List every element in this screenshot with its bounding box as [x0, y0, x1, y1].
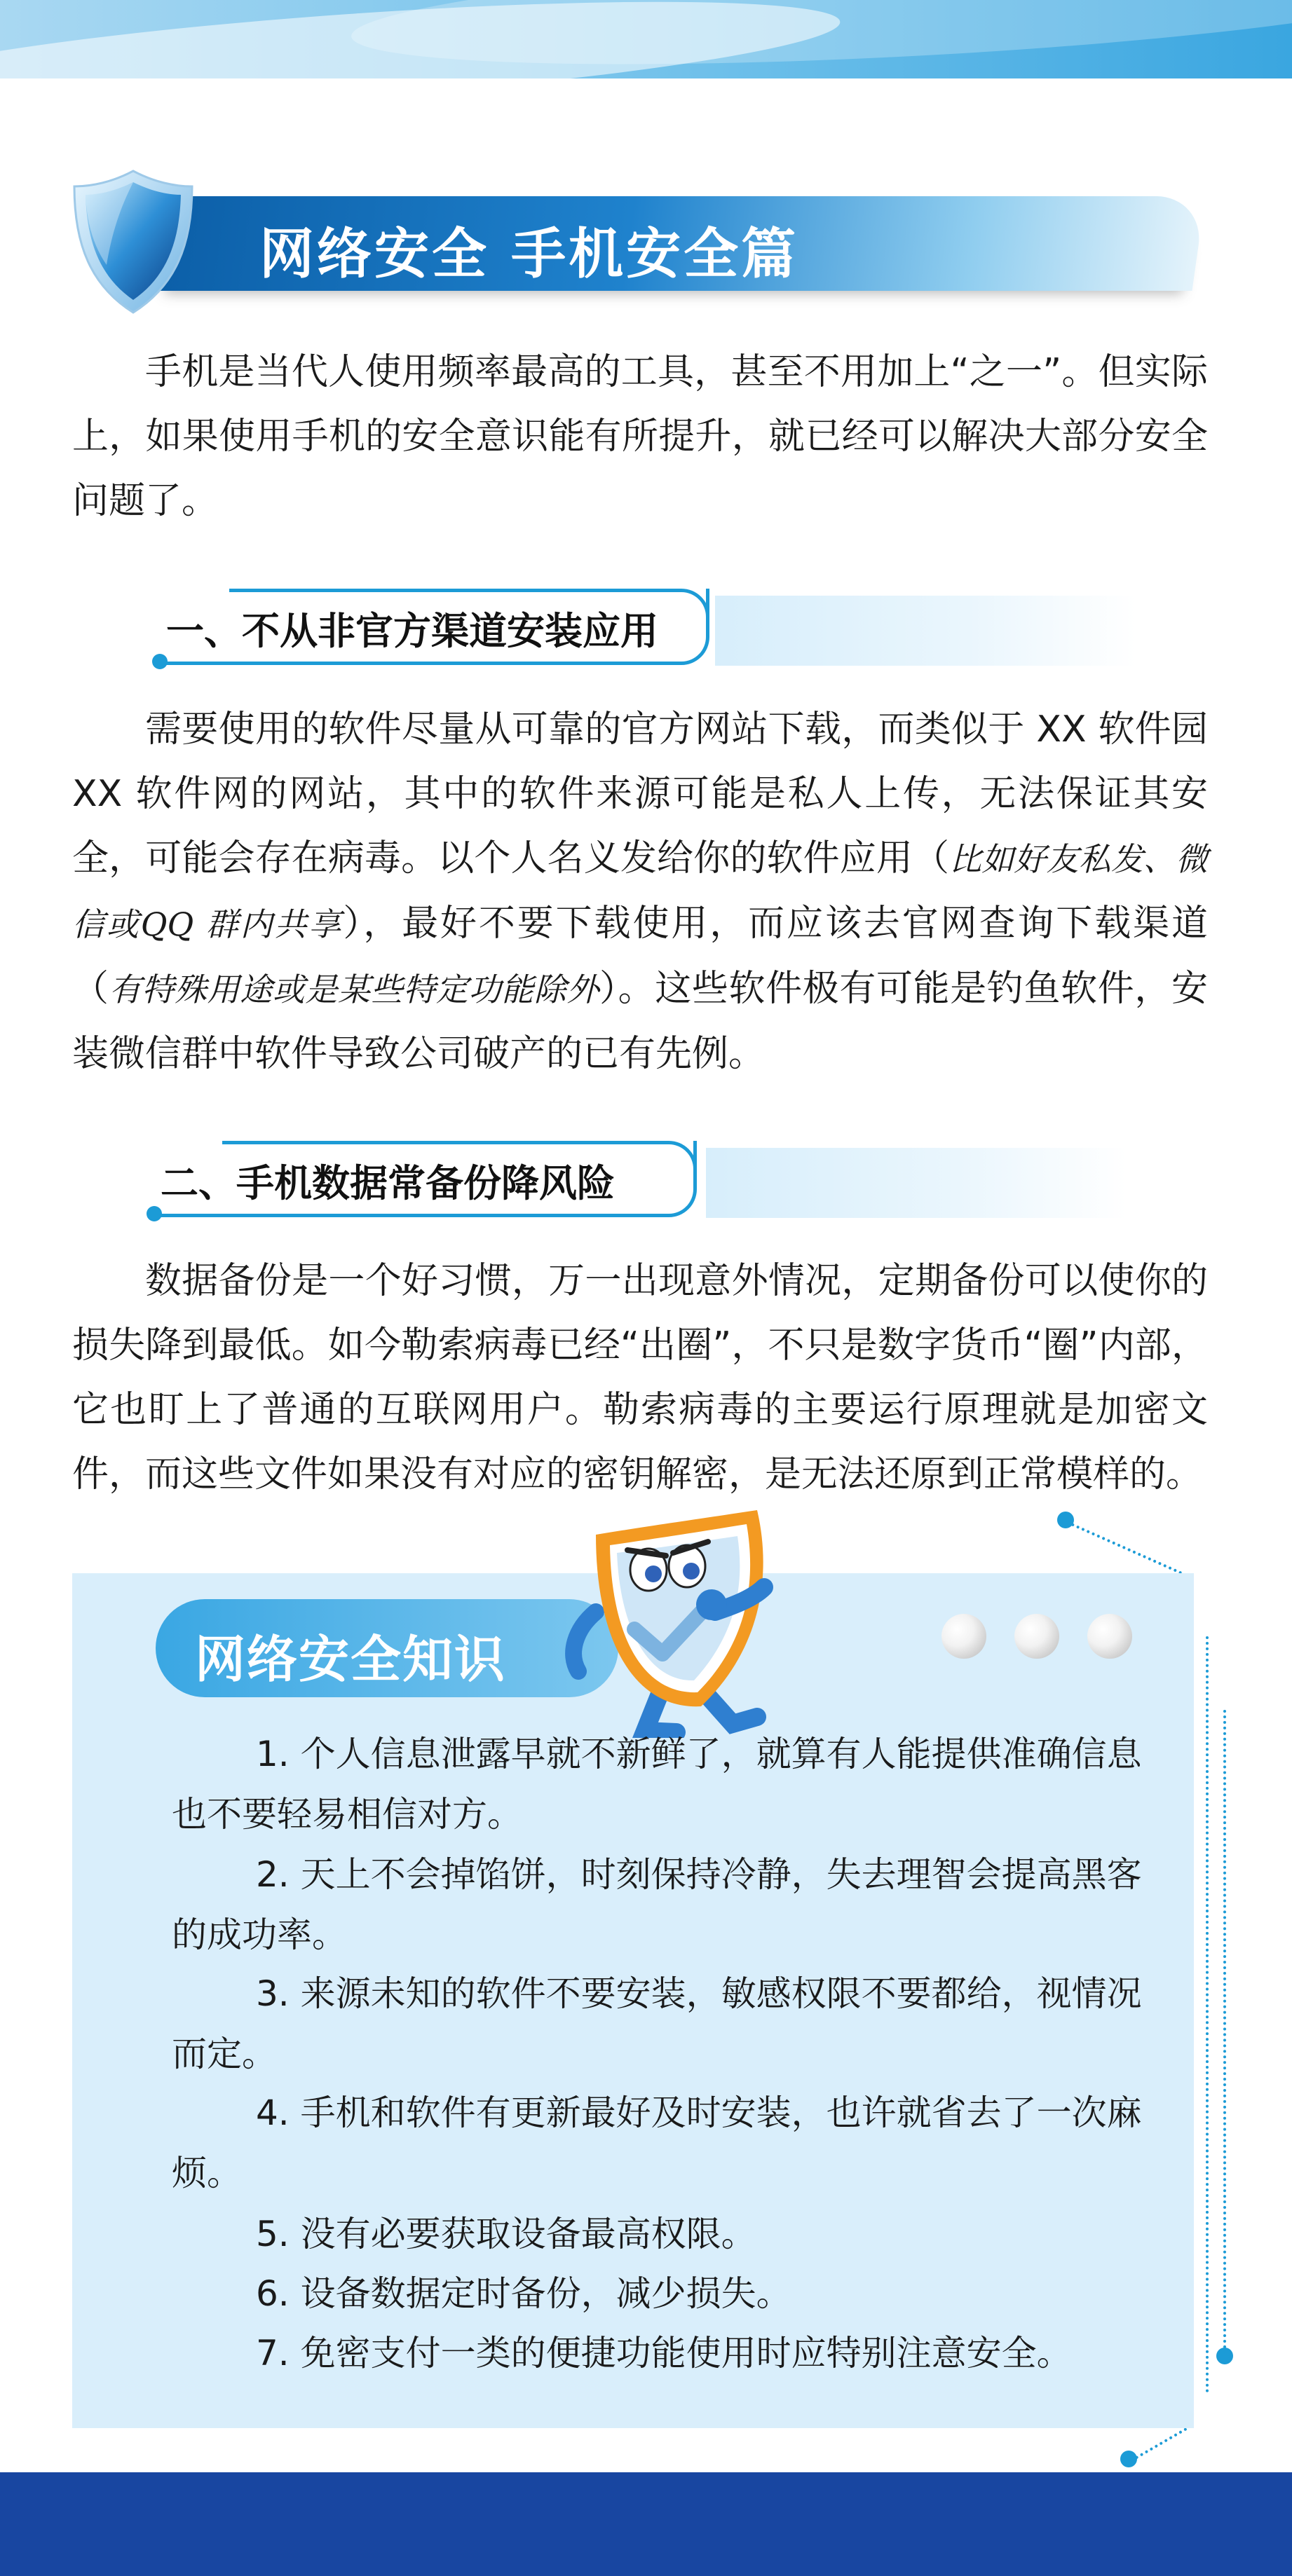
shield-mascot-icon — [554, 1507, 806, 1738]
intro-paragraph — [72, 340, 1208, 533]
connector-line-top — [1066, 1521, 1182, 1575]
section-1-paragraph — [72, 697, 1208, 1086]
section-1-header — [158, 589, 1139, 666]
knowledge-title: 网络安全知识 — [195, 1630, 507, 1689]
decor-dot-1 — [941, 1614, 986, 1659]
top-decorative-band — [0, 0, 1292, 78]
section-1-title: 一、不从非官方渠道安装应用 — [166, 609, 658, 653]
knowledge-item-2 — [172, 1844, 1153, 1965]
section-2-title: 二、手机数据常备份降风险 — [161, 1161, 615, 1205]
knowledge-item-6-text: 6. 设备数据定时备份，减少损失。 — [256, 2273, 791, 2314]
section-1-note-a: 比如好友私发、微信或QQ 群内共享 — [72, 840, 1208, 943]
bottom-band — [0, 2472, 1292, 2576]
decor-dot-2 — [1014, 1614, 1059, 1659]
decor-dot-3 — [1087, 1614, 1132, 1659]
section-2-fade — [706, 1148, 1127, 1218]
shield-icon — [70, 168, 196, 315]
main-header — [70, 168, 1136, 329]
section-1-text-a: 需要使用的软件尽量从可靠的官方网站下载，而类似于 XX 软件园 XX 软件网的网站，其中的软件来源可能是私人上传，无法保证其安全，可能会存在病毒。以个人名义发给你的软件应用（ — [72, 708, 1208, 879]
section-2-paragraph — [72, 1249, 1208, 1507]
section-1-fade — [715, 596, 1136, 666]
knowledge-item-7-text: 7. 免密支付一类的便捷功能使用时应特别注意安全。 — [256, 2333, 1072, 2373]
page-title: 网络安全 手机安全篇 — [259, 223, 799, 286]
connector-line-bottom — [1130, 2425, 1192, 2462]
section-1-text-b: ），最好不要下载使用，而应该去官网查询下载渠道（ — [72, 903, 1208, 1010]
knowledge-item-5-text: 5. 没有必要获取设备最高权限。 — [256, 2214, 756, 2254]
knowledge-item-1 — [172, 1724, 1153, 1844]
knowledge-item-5 — [172, 2204, 1153, 2264]
section-1-dot — [152, 654, 168, 669]
knowledge-item-2-text: 2. 天上不会掉馅饼，时刻保持冷静，失去理智会提高黑客的成功率。 — [172, 1854, 1142, 1955]
intro-text: 手机是当代人使用频率最高的工具，甚至不用加上“之一”。但实际上，如果使用手机的安全意识能有所提升，就已经可以解决大部分安全问题了。 — [72, 351, 1208, 522]
knowledge-item-4 — [172, 2083, 1153, 2203]
section-1-text-c: ）。这些软件极有可能是钓鱼软件，安装微信群中软件导致公司破产的已有先例。 — [72, 968, 1208, 1075]
knowledge-item-3 — [172, 1964, 1153, 2084]
section-2-header — [152, 1141, 1134, 1218]
section-1-note-b: 有特殊用途或是某些特定功能除外 — [109, 971, 599, 1008]
section-2-dot — [147, 1206, 162, 1221]
connector-line-right-outer — [1223, 1710, 1226, 2355]
knowledge-item-4-text: 4. 手机和软件有更新最好及时安装，也许就省去了一次麻烦。 — [172, 2092, 1142, 2193]
connector-dot-bottom — [1120, 2451, 1137, 2467]
knowledge-item-6 — [172, 2263, 1153, 2324]
knowledge-item-1-text: 1. 个人信息泄露早就不新鲜了，就算有人能提供准确信息也不要轻易相信对方。 — [172, 1734, 1142, 1835]
section-2-text: 数据备份是一个好习惯，万一出现意外情况，定期备份可以使你的损失降到最低。如今勒索病毒已经“出圈”，不只是数字货币“圈”内部，它也盯上了普通的互联网用户。勒索病毒的主要运行原理就是加密文件，而这些文件如果没有对应的密钥解密，是无法还原到正常模样的。 — [72, 1260, 1208, 1495]
knowledge-item-7 — [172, 2323, 1153, 2383]
connector-line-right-mid — [1206, 1636, 1209, 2393]
connector-dot-right — [1216, 2348, 1233, 2364]
knowledge-item-3-text: 3. 来源未知的软件不要安装，敏感权限不要都给，视情况而定。 — [172, 1973, 1142, 2074]
